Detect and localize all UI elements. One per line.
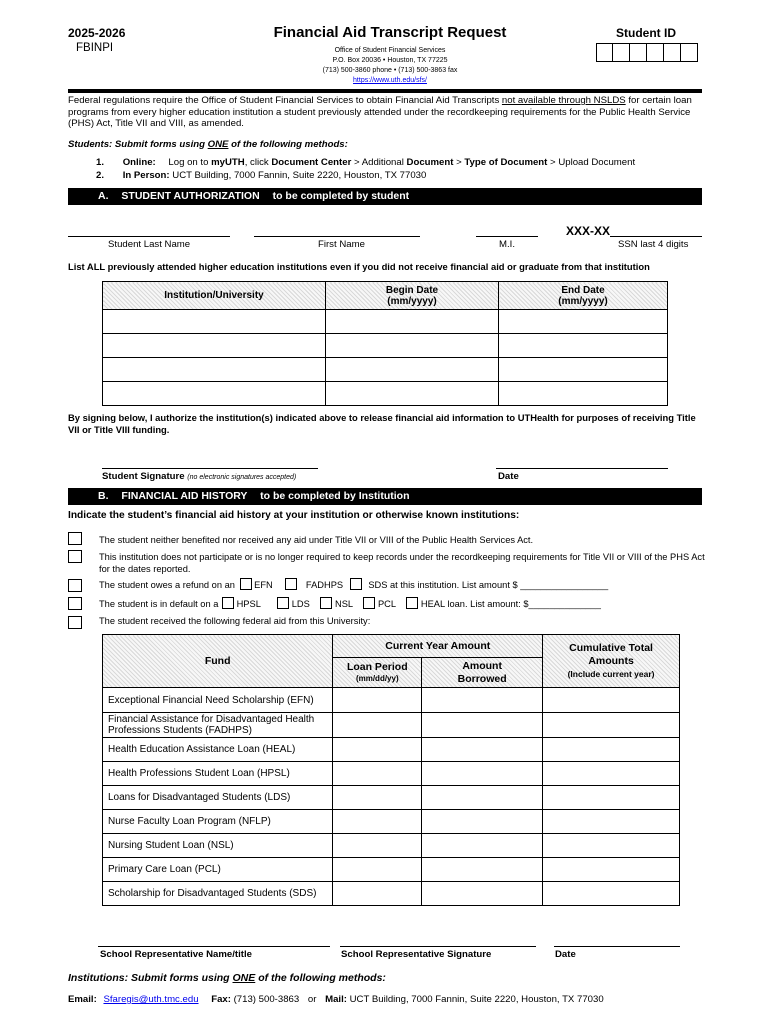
institutions-instruction: Institutions: Submit forms using ONE of the following methods: — [68, 972, 386, 984]
table-row — [103, 762, 680, 786]
id-digit-box[interactable] — [596, 43, 613, 62]
students-instruction: Students: Submit forms using ONE of the following methods: — [68, 139, 348, 150]
student-id-label: Student ID — [616, 26, 676, 40]
institution-header: Institution/University — [103, 282, 326, 310]
section-b-header: B. FINANCIAL AID HISTORY to be completed by Institution — [68, 488, 702, 505]
table-row — [103, 834, 680, 858]
id-digit-box[interactable] — [613, 43, 630, 62]
ssn-prefix: XXX-XX — [566, 224, 611, 238]
institution-cell[interactable] — [103, 334, 326, 358]
loan-period-cell[interactable] — [333, 858, 422, 882]
table-row — [103, 310, 668, 334]
option-received-aid-checkbox[interactable] — [68, 616, 82, 629]
authorization-statement: By signing below, I authorize the institution(s) indicated above to release financial aid information to UTHealth for purposes of receiving Title VII or Title VIII funding. — [68, 412, 696, 435]
institutions-table — [102, 281, 668, 406]
first-name-line[interactable] — [254, 236, 420, 237]
option-refund-row: The student owes a refund on an EFN FADHPS SDS at this institution. List amount $ _________________ — [99, 580, 609, 590]
cumulative-cell[interactable] — [543, 688, 680, 713]
mi-line[interactable] — [476, 236, 538, 237]
fadhps-checkbox[interactable] — [285, 578, 297, 590]
office-phone: (713) 500-3860 phone • (713) 500-3863 fax — [322, 67, 458, 74]
rep-date-line[interactable] — [554, 946, 680, 947]
fund-name: Health Professions Student Loan (HPSL) — [103, 762, 333, 786]
id-digit-box[interactable] — [630, 43, 647, 62]
option-not-participate-checkbox[interactable] — [68, 550, 82, 563]
intro-underlined: not available through NSLDS — [501, 95, 626, 106]
fund-name: Primary Care Loan (PCL) — [103, 858, 333, 882]
institution-cell[interactable] — [103, 358, 326, 382]
mi-label: M.I. — [499, 239, 515, 250]
loan-period-cell[interactable] — [333, 810, 422, 834]
loan-period-cell[interactable] — [333, 882, 422, 906]
cumulative-cell[interactable] — [543, 882, 680, 906]
cumulative-cell[interactable] — [543, 713, 680, 738]
loan-period-cell[interactable] — [333, 762, 422, 786]
nsl-checkbox[interactable] — [320, 597, 332, 609]
fund-name: Nurse Faculty Loan Program (NFLP) — [103, 810, 333, 834]
current-year-header: Current Year Amount — [333, 635, 543, 658]
form-title: Financial Aid Transcript Request — [273, 24, 507, 41]
rep-signature-label: School Representative Signature — [341, 949, 492, 960]
table-row — [103, 358, 668, 382]
table-row — [103, 688, 680, 713]
amount-borrowed-header: Amount Borrowed — [422, 658, 543, 688]
option-default-checkbox[interactable] — [68, 597, 82, 610]
intro-text-2: for certain loan programs from every higher education institution a student previously attended under the recordkeeping requirements for the Public Health Service (PHS) Act, Title VII and VIII, as amended. — [68, 95, 692, 129]
history-instruction: Indicate the student’s financial aid history at your institution or otherwise known institutions: — [68, 510, 520, 521]
end-date-cell[interactable] — [499, 334, 668, 358]
amount-cell[interactable] — [422, 786, 543, 810]
fund-header: Fund — [103, 635, 333, 688]
lds-checkbox[interactable] — [277, 597, 289, 609]
table-row — [103, 334, 668, 358]
fund-name: Nursing Student Loan (NSL) — [103, 834, 333, 858]
cumulative-cell[interactable] — [543, 834, 680, 858]
ssn-line[interactable] — [610, 236, 702, 237]
loan-period-cell[interactable] — [333, 688, 422, 713]
student-signature-line[interactable] — [102, 468, 318, 469]
hpsl-checkbox[interactable] — [222, 597, 234, 609]
rep-name-line[interactable] — [98, 946, 330, 947]
amount-cell[interactable] — [422, 810, 543, 834]
institution-cell[interactable] — [103, 382, 326, 406]
option-no-aid-label: The student neither benefited nor received any aid under Title VII or VIII of the Public Health Services Act. — [99, 535, 534, 545]
loan-period-header: Loan Period (mm/dd/yy) — [333, 658, 422, 688]
student-signature-label: Student Signature (no electronic signatures accepted) — [102, 471, 297, 482]
amount-cell[interactable] — [422, 858, 543, 882]
cumulative-cell[interactable] — [543, 786, 680, 810]
federal-aid-table — [102, 634, 680, 906]
fund-name: Loans for Disadvantaged Students (LDS) — [103, 786, 333, 810]
intro-paragraph — [68, 95, 704, 130]
cumulative-cell[interactable] — [543, 810, 680, 834]
ssn-label: SSN last 4 digits — [618, 239, 689, 250]
office-name: Office of Student Financial Services — [334, 47, 446, 54]
end-date-cell[interactable] — [499, 310, 668, 334]
option-not-participate-label: This institution does not participate or is no longer required to keep records under the recordkeeping requirements for Title VII or VIII of the PHS Act for the dates reported. — [99, 552, 705, 574]
form-code: FBINPI — [76, 42, 114, 54]
last-name-label: Student Last Name — [108, 239, 191, 250]
loan-period-cell[interactable] — [333, 738, 422, 762]
sds-checkbox[interactable] — [350, 578, 362, 590]
form-year: 2025-2026 — [68, 26, 126, 40]
table-row — [103, 786, 680, 810]
rep-date-label: Date — [555, 949, 576, 960]
amount-cell[interactable] — [422, 713, 543, 738]
begin-date-cell[interactable] — [326, 382, 499, 406]
institution-cell[interactable] — [103, 310, 326, 334]
fund-name: Exceptional Financial Need Scholarship (EFN) — [103, 688, 333, 713]
last-name-line[interactable] — [68, 236, 230, 237]
table-row — [103, 382, 668, 406]
id-digit-box[interactable] — [647, 43, 664, 62]
office-address: P.O. Box 20036 • Houston, TX 77225 — [332, 57, 448, 64]
office-website-link[interactable]: https://www.uth.edu/sfs/ — [353, 77, 427, 84]
cumulative-cell[interactable] — [543, 762, 680, 786]
first-name-label: First Name — [318, 239, 365, 250]
fund-name: Health Education Assistance Loan (HEAL) — [103, 738, 333, 762]
office-block — [250, 46, 530, 86]
rep-name-label: School Representative Name/title — [100, 949, 252, 960]
begin-date-header: Begin Date (mm/yyyy) — [326, 282, 499, 310]
table-row — [103, 738, 680, 762]
cumulative-cell[interactable] — [543, 738, 680, 762]
begin-date-cell[interactable] — [326, 358, 499, 382]
option-no-aid-checkbox[interactable] — [68, 532, 82, 545]
efn-checkbox[interactable] — [240, 578, 252, 590]
method-online: 1. Online: Log on to myUTH, click Document Center > Additional Document > Type of Document > Upload Document — [96, 157, 636, 168]
loan-period-cell[interactable] — [333, 713, 422, 738]
amount-cell[interactable] — [422, 834, 543, 858]
option-default-row: The student is in default on a HPSL LDS NSL PCL HEAL loan. List amount: $______________ — [99, 599, 601, 609]
student-id-boxes[interactable] — [596, 43, 698, 62]
amount-cell[interactable] — [422, 882, 543, 906]
header-rule — [68, 89, 702, 93]
end-date-header: End Date (mm/yyyy) — [499, 282, 668, 310]
institutions-list-instruction: List ALL previously attended higher education institutions even if you did not receive financial aid or graduate from that institution — [68, 261, 650, 272]
begin-date-cell[interactable] — [326, 310, 499, 334]
fund-name: Scholarship for Disadvantaged Students (SDS) — [103, 882, 333, 906]
amount-cell[interactable] — [422, 688, 543, 713]
institution-methods: Email: Sfaregis@uth.tmc.edu Fax: (713) 500-3863 or Mail: UCT Building, 7000 Fannin, Suite 2220, Houston, TX 77030 — [68, 994, 604, 1005]
fund-name: Financial Assistance for Disadvantaged Health Professions Students (FADHPS) — [103, 713, 333, 738]
table-row — [103, 882, 680, 906]
student-date-label: Date — [498, 471, 519, 482]
end-date-cell[interactable] — [499, 382, 668, 406]
table-row — [103, 810, 680, 834]
method-in-person: 2. In Person: UCT Building, 7000 Fannin, Suite 2220, Houston, TX 77030 — [96, 170, 427, 181]
end-date-cell[interactable] — [499, 358, 668, 382]
section-a-header: A. STUDENT AUTHORIZATION to be completed by student — [68, 188, 702, 205]
begin-date-cell[interactable] — [326, 334, 499, 358]
cumulative-header: Cumulative Total Amounts (Include current year) — [543, 635, 680, 688]
email-link[interactable]: Sfaregis@uth.tmc.edu — [103, 994, 199, 1005]
option-refund-checkbox[interactable] — [68, 579, 82, 592]
amount-cell[interactable] — [422, 738, 543, 762]
loan-period-cell[interactable] — [333, 786, 422, 810]
option-received-aid-label: The student received the following federal aid from this University: — [99, 616, 371, 626]
cumulative-cell[interactable] — [543, 858, 680, 882]
intro-text: Federal regulations require the Office of Student Financial Services to obtain Financial Aid Transcripts — [68, 95, 500, 106]
table-row — [103, 713, 680, 738]
pcl-checkbox[interactable] — [363, 597, 375, 609]
student-date-line[interactable] — [496, 468, 668, 469]
id-digit-box[interactable] — [664, 43, 681, 62]
table-row — [103, 858, 680, 882]
heal-checkbox[interactable] — [406, 597, 418, 609]
rep-signature-line[interactable] — [340, 946, 536, 947]
amount-cell[interactable] — [422, 762, 543, 786]
loan-period-cell[interactable] — [333, 834, 422, 858]
id-digit-box[interactable] — [681, 43, 698, 62]
